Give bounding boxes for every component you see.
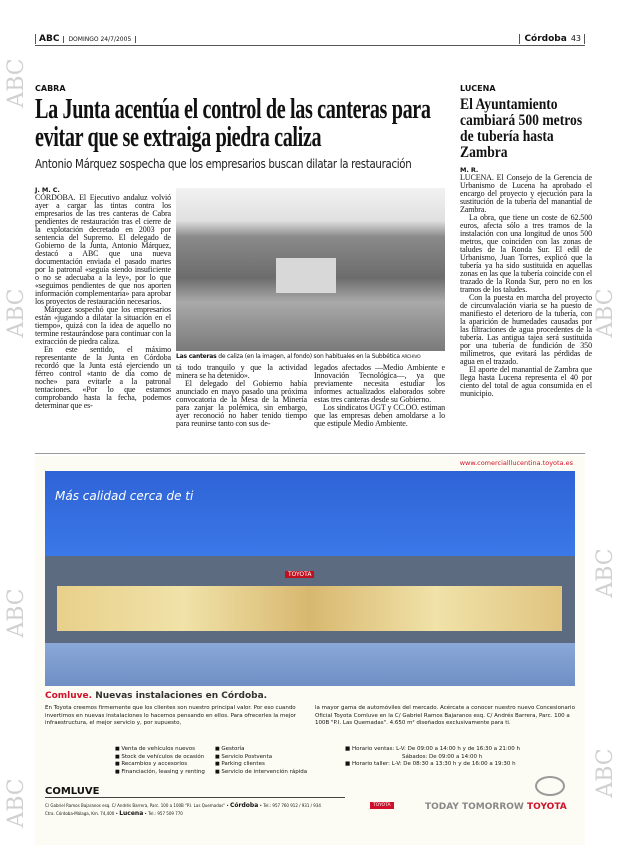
tagline-text: TODAY TOMORROW xyxy=(425,802,524,812)
hours-label: Horario ventas: xyxy=(351,746,395,752)
company-addresses xyxy=(45,802,321,818)
opening-hours xyxy=(345,746,520,769)
ad-photo xyxy=(45,471,575,686)
photo-credit: ARCHIVO xyxy=(401,355,421,360)
ad-intro: En Toyota creemos firmemente que los clientes son nuestro principal valor. Por eso cuando invertimos en nuevas instalaciones lo hacemos pensando en ellos. Para ofrecerles la mejor infraestructura, el mejor servicio y, por supuesto, xyxy=(45,705,296,726)
paragraph: CÓRDOBA. El Ejecutivo andaluz volvió ayer a cargar las tintas contra los empresarios de las tres canteras de Cabra pendientes de restauración tras el cierre de la explotación decretado en 2003 por sentencia del Supremo. El delegado de Gobierno de la Junta, Antonio Márquez, destacó a ABC que una nueva documentación enviada el pasado martes por la patronal «seguía siendo insuficiente o no se adecuaba a la ley», por lo que «seguimos pendientes de que nos aporten información complementaria» para aprobar los proyectos de restauración necesarios. xyxy=(35,193,171,306)
hours-row xyxy=(345,754,520,762)
paragraph: En este sentido, el máximo representante de la Junta en Córdoba recordó que la Junta está ejerciendo un férreo control «tanto de día como de noche» para evitarle a la patronal tentaciones. «Por lo que estamos comprobando hasta la fecha, podemos determinar que es- xyxy=(35,345,171,410)
address: Ctra. Córdoba-Málaga, Km. 74,400 • xyxy=(45,811,118,816)
service-item: ■ Recambios y accesorios xyxy=(115,761,205,769)
paragraph: Los sindicatos UGT y CC.OO. estiman que las empresas deben amoldarse a lo que estipule Medio Ambiente. xyxy=(314,403,445,428)
quarry-photo xyxy=(176,188,445,351)
side-kicker: LUCENA xyxy=(460,84,496,93)
paragraph: El aporte del manantial de Zambra que llega hasta Lucena representa el 40 por ciento del total de agua consumida en el municipio. xyxy=(460,365,592,398)
abc-watermark: ABC xyxy=(593,748,618,798)
paragraph: tá todo tranquilo y que la actividad minera se ha detenido». xyxy=(176,363,307,380)
paragraph: El delegado del Gobierno había anunciado en mayo pasado una próxima convocatoria de la Mesa de la Minería para zanjar la polémica, sin embargo, ayer reconoció no haber tenido tiempo para reunirse tanto con sus de- xyxy=(176,379,307,428)
article-column-3 xyxy=(314,364,445,428)
ad-intro-2: la mayor gama de automóviles del mercado. Acércate a conocer nuestro nuevo Concesionario Oficial Toyota Comluve en la C/ Gabriel Ramos Bajaranos esq. C/ Andrés Barrera, Parc. 100 a 100B "P.I. Las Quemadas". 4.650 m² diseñados exclusivamente para ti. xyxy=(315,705,575,726)
side-article xyxy=(460,166,592,398)
service-item: ■ Stock de vehículos de ocasión xyxy=(115,754,205,762)
address: C/ Gabriel Ramos Bajaranos esq. C/ Andrés Barrera, Parc. 100 a 100B "P.I. Las Quemadas" • xyxy=(45,803,229,808)
service-item: ■ Venta de vehículos nuevos xyxy=(115,746,205,754)
date: DOMINGO 24/7/2005 xyxy=(63,36,136,43)
toyota-logo-icon xyxy=(535,776,565,796)
abc-watermark: ABC xyxy=(593,548,618,598)
paragraph: La obra, que tiene un coste de 62.500 euros, afecta sólo a tres tramos de la instalación con una longitud de unos 500 metros, que coinciden con las zonas de taludes de la Ronda Sur. El edil de Urbanismo, Juan Torres, explicó que la tubería ya ha sido sustituida en aquellas zonas en las que la tubería coincide con el trazado de la Ronda Sur, pero no en los tramos de los taludes. xyxy=(460,213,592,294)
byline: J. M. C. xyxy=(35,186,60,194)
divider xyxy=(35,453,585,454)
hours-label: Horario taller: xyxy=(351,761,390,767)
abc-watermark: ABC xyxy=(4,588,29,638)
ad-title-text: Nuevas instalaciones en Córdoba. xyxy=(92,691,268,701)
page-header xyxy=(35,34,585,46)
subhead: Antonio Márquez sospecha que los empresarios buscan dilatar la restauración xyxy=(35,156,412,171)
paragraph: Márquez sospechó que los empresarios están «jugando a dilatar la situación en el tiempo», quizá con la idea de aquello no termine restaurándose para continuar con la extracción de piedra caliza. xyxy=(35,305,171,346)
caption-bold: Las canteras xyxy=(176,353,217,360)
toyota-badge: TOYOTA xyxy=(370,802,394,809)
photo-caption xyxy=(176,353,445,361)
section-name: Córdoba xyxy=(519,34,566,44)
city: Lucena xyxy=(119,810,144,817)
abc-watermark: ABC xyxy=(4,778,29,828)
services-list-1 xyxy=(115,746,205,776)
article-column-2 xyxy=(176,364,307,428)
service-item: ■ Servicio Postventa xyxy=(215,754,307,762)
services-list-2 xyxy=(215,746,307,776)
page-number: 43 xyxy=(570,34,581,43)
building-sign: TOYOTA xyxy=(285,571,314,578)
abc-watermark: ABC xyxy=(4,58,29,108)
phone: • Tel.: 957 760 912 / 931 / 934 xyxy=(259,803,321,808)
showroom-windows xyxy=(57,586,562,631)
paragraph: LUCENA. El Consejo de la Gerencia de Urbanismo de Lucena ha aprobado el encargo del proyecto y ejecución para la sustitución de la tubería del manantial de Zambra. xyxy=(460,173,592,214)
hours-value: L-V: De 09:00 a 14:00 h y de 16:30 a 21:00 h xyxy=(396,746,520,752)
paper-name: ABC xyxy=(39,34,60,44)
city: Córdoba xyxy=(230,802,259,809)
kicker: CABRA xyxy=(35,84,66,93)
toyota-advertisement xyxy=(35,456,585,845)
article-column-1 xyxy=(35,186,171,410)
service-item: ■ Servicio de intervención rápida xyxy=(215,769,307,777)
abc-watermark: ABC xyxy=(4,288,29,338)
hours-row: ■ Horario ventas: L-V: De 09:00 a 14:00 h y de 16:30 a 21:00 h xyxy=(345,746,520,752)
forecourt xyxy=(45,643,575,686)
side-headline: El Ayuntamiento cambiará 500 metros de tubería hasta Zambra xyxy=(460,96,583,161)
ad-slogan: Más calidad cerca de ti xyxy=(55,489,194,503)
ad-brand: Comluve. xyxy=(45,691,93,701)
tagline xyxy=(425,802,567,812)
abc-watermark: ABC xyxy=(593,288,618,338)
service-item: ■ Financiación, leasing y renting xyxy=(115,769,205,777)
tagline-brand: TOYOTA xyxy=(527,802,567,812)
hours-value: L-V: De 08:30 a 13:30 h y de 16:00 a 19:30 h xyxy=(391,761,516,767)
side-byline: M. R. xyxy=(460,166,479,174)
ad-url: www.comercialllucentina.toyota.es xyxy=(459,459,573,467)
service-item: ■ Parking clientes xyxy=(215,761,307,769)
house-shape xyxy=(276,258,336,293)
company-name: COMLUVE xyxy=(45,786,345,798)
headline: La Junta acentúa el control de las canteras para evitar que se extraiga piedra caliza xyxy=(35,94,431,153)
ad-title xyxy=(45,691,267,701)
caption-text: de caliza (en la imagen, al fondo) son habituales en la Subbética xyxy=(216,353,400,360)
paragraph: Con la puesta en marcha del proyecto de circunvalación viaria se ha puesto de manifiesto el deterioro de la tubería, con la aparición de humedades causadas por las filtraciones de agua procedentes de la tubería. Las antigua tajea será sustituida por una tubería de fundición de 350 milímetros, que evitará las pérdidas de agua en el trazado. xyxy=(460,293,592,366)
hours-value: Sábados: De 09:00 a 14:00 h xyxy=(402,753,483,760)
hours-row: ■ Horario taller: L-V: De 08:30 a 13:30 h y de 16:00 a 19:30 h xyxy=(345,761,516,767)
phone: • Tel.: 957 509 770 xyxy=(144,811,183,816)
paragraph: legados afectados —Medio Ambiente e Innovación Tecnológica—, ya que previamente necesita estudiar los informes actualizados elaborados sobre estas tres canteras desde su Gobierno. xyxy=(314,363,445,404)
service-item: ■ Gestoría xyxy=(215,746,307,754)
